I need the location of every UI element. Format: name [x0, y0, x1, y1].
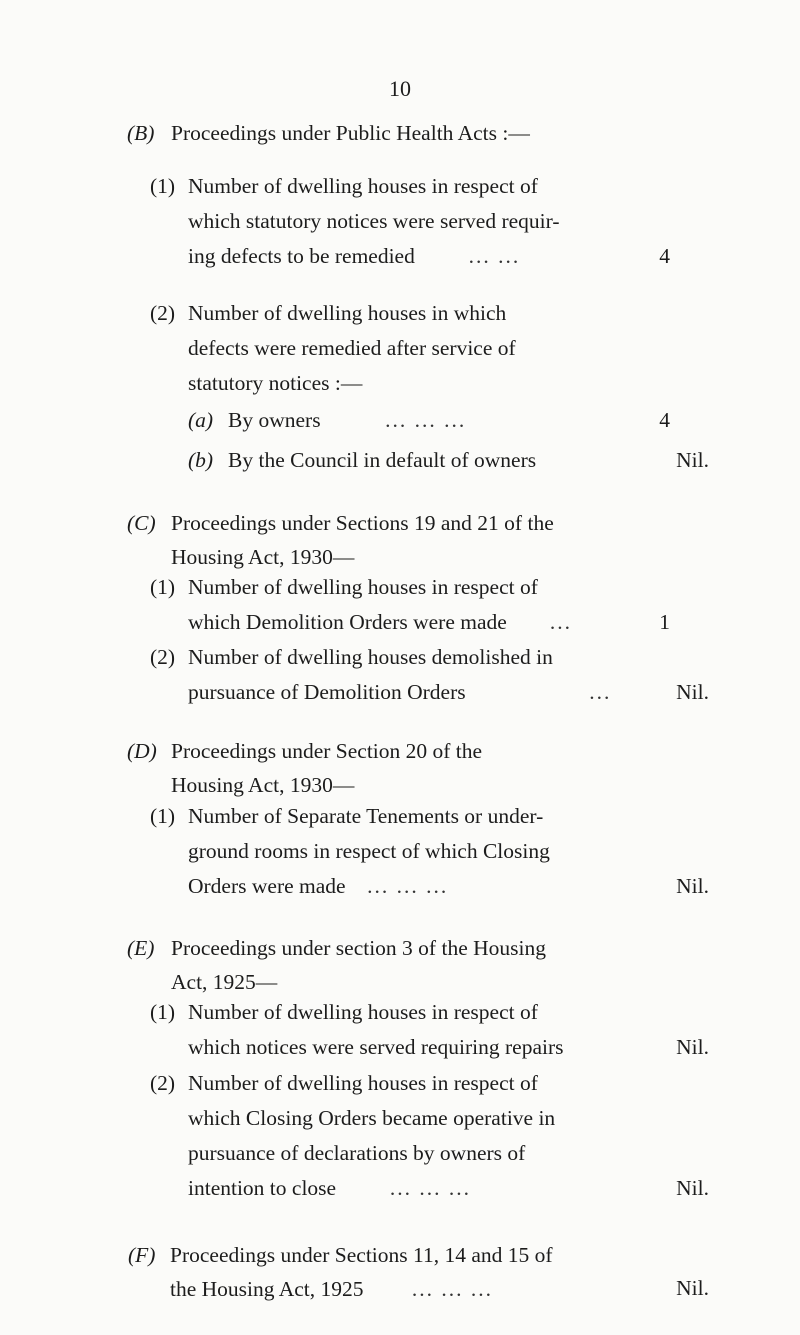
item-number: (1): [150, 804, 176, 828]
section-d-item-1-value: Nil.: [676, 874, 709, 898]
item-number: (1): [150, 1000, 176, 1024]
item-line: pursuance of Demolition Orders ...: [188, 680, 612, 704]
item-line: Number of Separate Tenements or under-: [188, 804, 544, 828]
section-b-subitem-a-value: 4: [659, 408, 670, 432]
section-c-title: Proceedings under Sections 19 and 21 of the: [171, 511, 554, 535]
section-f-value: Nil.: [676, 1276, 709, 1300]
item-line: which Demolition Orders were made ...: [188, 610, 572, 634]
leader-dots: ... ...: [468, 244, 521, 268]
section-f-title: Proceedings under Sections 11, 14 and 15 of: [170, 1243, 553, 1267]
section-b-letter: (B): [127, 121, 155, 145]
section-e-heading: [127, 931, 687, 999]
section-b-subitem-a: [188, 403, 658, 438]
section-e-title: Proceedings under section 3 of the Housing: [171, 936, 546, 960]
item-line: Orders were made ... ... ...: [188, 874, 449, 898]
item-line: intention to close ... ... ...: [188, 1176, 471, 1200]
leader-dots: ... ... ...: [367, 874, 449, 898]
item-number: (2): [150, 301, 176, 325]
section-c-letter: (C): [127, 511, 156, 535]
section-c-item-1-value: 1: [659, 610, 670, 634]
item-number: (2): [150, 645, 176, 669]
subitem-letter: (a): [188, 408, 214, 432]
item-line: Number of dwelling houses in respect of: [188, 174, 538, 198]
leader-dots: ... ... ...: [389, 1176, 471, 1200]
subitem-text: By owners: [228, 408, 321, 432]
section-e-item-1-value: Nil.: [676, 1035, 709, 1059]
section-e-item-2: [150, 1066, 640, 1206]
section-c-heading: [127, 506, 687, 574]
section-e-title: Act, 1925—: [171, 970, 278, 994]
item-line: ing defects to be remedied ... ...: [188, 244, 521, 268]
item-line: pursuance of declarations by owners of: [188, 1141, 526, 1165]
leader-dots: ... ... ...: [385, 408, 467, 432]
section-b-subitem-b: [188, 443, 658, 478]
section-d-title: Proceedings under Section 20 of the: [171, 739, 483, 763]
section-d-item-1: [150, 799, 640, 904]
section-e-letter: (E): [127, 936, 155, 960]
page-number: 10: [389, 76, 411, 101]
section-f-title: the Housing Act, 1925 ... ... ...: [170, 1277, 493, 1301]
item-line: Number of dwelling houses demolished in: [188, 645, 553, 669]
item-line: Number of dwelling houses in respect of: [188, 1071, 538, 1095]
section-d-title: Housing Act, 1930—: [171, 773, 355, 797]
section-f-heading: [128, 1238, 648, 1306]
section-c-item-2: [150, 640, 640, 710]
item-line: which Closing Orders became operative in: [188, 1106, 556, 1130]
section-b-item-2: [150, 296, 640, 401]
item-line: statutory notices :—: [188, 371, 363, 395]
section-b-item-1: [150, 169, 640, 274]
subitem-letter: (b): [188, 448, 214, 472]
section-b-title: Proceedings under Public Health Acts :—: [171, 121, 530, 145]
section-b-subitem-b-value: Nil.: [676, 448, 709, 472]
section-c-item-1: [150, 570, 640, 640]
item-line: which notices were served requiring repairs: [188, 1035, 564, 1059]
leader-dots: ... ... ...: [411, 1277, 493, 1301]
item-line: defects were remedied after service of: [188, 336, 516, 360]
section-b-heading: [127, 116, 687, 150]
section-d-letter: (D): [127, 739, 157, 763]
item-number: (1): [150, 174, 176, 198]
section-c-item-2-value: Nil.: [676, 680, 709, 704]
item-line: Number of dwelling houses in which: [188, 301, 507, 325]
subitem-text: By the Council in default of owners: [228, 448, 537, 472]
section-e-item-2-value: Nil.: [676, 1176, 709, 1200]
leader-dots: ...: [549, 610, 572, 634]
leader-dots: ...: [589, 680, 612, 704]
item-line: Number of dwelling houses in respect of: [188, 575, 538, 599]
section-d-heading: [127, 734, 687, 802]
section-b-item-1-value: 4: [659, 244, 670, 268]
section-c-title: Housing Act, 1930—: [171, 545, 355, 569]
item-line: which statutory notices were served requir-: [188, 209, 560, 233]
item-number: (1): [150, 575, 176, 599]
item-line: Number of dwelling houses in respect of: [188, 1000, 538, 1024]
section-f-letter: (F): [128, 1243, 156, 1267]
item-line: ground rooms in respect of which Closing: [188, 839, 550, 863]
item-number: (2): [150, 1071, 176, 1095]
section-e-item-1: [150, 995, 640, 1065]
